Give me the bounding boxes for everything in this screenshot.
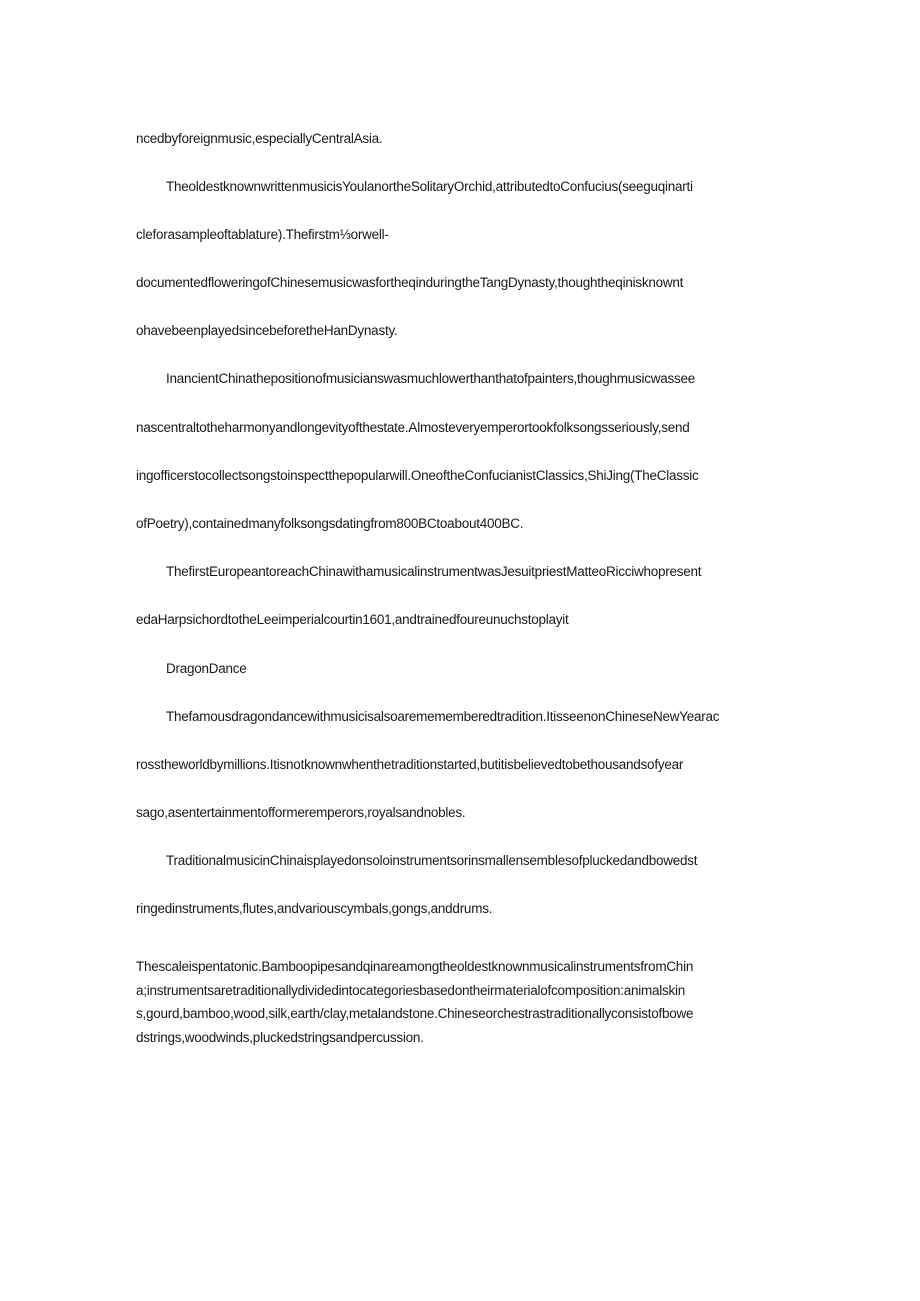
text-line: rosstheworldbymillions.Itisnotknownwhenthetraditionstarted,butitisbelievedtobethousandsofyear — [136, 757, 684, 772]
text-line: dstrings,woodwinds,pluckedstringsandpercussion. — [136, 1029, 424, 1045]
text-line: ohavebeenplayedsincebeforetheHanDynasty. — [136, 323, 398, 338]
text-line: ncedbyforeignmusic,especiallyCentralAsia. — [136, 131, 383, 146]
text-line: s,gourd,bamboo,wood,silk,earth/clay,metalandstone.Chineseorchestrastraditionallyconsistofbowe — [136, 1006, 694, 1021]
text-line: Thescaleispentatonic.BamboopipesandqinareamongtheoldestknownmusicalinstrumentsfromChin — [136, 959, 694, 974]
text-line: cleforasampleoftablature).Thefirstm⅓orwell- — [136, 227, 389, 242]
text-line: ofPoetry),containedmanyfolksongsdatingfrom800BCtoabout400BC. — [136, 516, 524, 531]
section-heading: DragonDance — [166, 661, 247, 676]
paragraph-start: InancientChinathepositionofmusicianswasmuchlowerthanthatofpainters,thoughmusicwassee — [166, 371, 696, 386]
paragraph-start: Thefamousdragondancewithmusicisalsoaremememberedtradition.ItisseenonChineseNewYearac — [166, 709, 720, 724]
text-line: documentedfloweringofChinesemusicwasfortheqinduringtheTangDynasty,thoughtheqinisknownt — [136, 275, 684, 290]
paragraph-start: TraditionalmusicinChinaisplayedonsoloinstrumentsorinsmallensemblesofpluckedandbowedst — [166, 853, 698, 868]
text-line: a;instrumentsaretraditionallydividedintocategoriesbasedontheirmaterialofcomposition:animalskin — [136, 982, 686, 998]
text-line: ingofficerstocollectsongstoinspectthepopularwill.OneoftheConfucianistClassics,ShiJing(TheClassic — [136, 468, 699, 483]
text-line: ringedinstruments,flutes,andvariouscymbals,gongs,anddrums. — [136, 901, 493, 916]
text-line: sago,asentertainmentofformeremperors,royalsandnobles. — [136, 805, 466, 820]
text-line: nascentraltotheharmonyandlongevityofthestate.Almosteveryemperortookfolksongsseriously,send — [136, 420, 690, 435]
paragraph-start: ThefirstEuropeantoreachChinawithamusicalinstrumentwasJesuitpriestMatteoRicciwhopresent — [166, 564, 702, 579]
paragraph-start: TheoldestknownwrittenmusicisYoulanortheSolitaryOrchid,attributedtoConfucius(seeguqinarti — [166, 179, 693, 194]
text-line: edaHarpsichordtotheLeeimperialcourtin1601,andtrainedfoureunuchstoplayit — [136, 612, 569, 627]
closing-paragraph — [136, 955, 786, 1049]
